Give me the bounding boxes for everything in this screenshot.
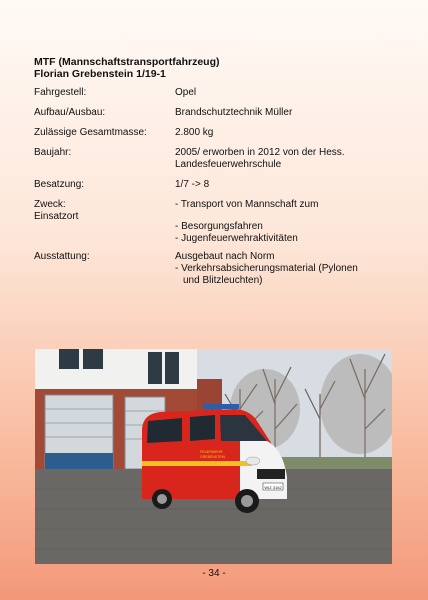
vehicle-photo [35,349,392,564]
label-fahrgestell: Fahrgestell: [34,87,87,98]
label-zweck-line-1: Zweck: [34,199,66,210]
door-text-2: GREBENSTEIN [200,455,226,459]
ausstattung-line-2: - Verkehrsabsicherungsmaterial (Pylonen [175,263,358,274]
ausstattung-line-1: Ausgebaut nach Norm [175,251,275,262]
label-aufbau: Aufbau/Ausbau: [34,107,106,118]
label-besatzung: Besatzung: [34,179,85,190]
value-zweck [175,199,400,245]
title-line-2: Florian Grebenstein 1/19-1 [34,68,166,80]
ausstattung-line-3: und Blitzleuchten) [183,275,263,286]
label-masse: Zulässige Gesamtmasse: [34,127,147,138]
page-number: - 34 - [202,568,226,579]
value-ausstattung [175,251,400,287]
label-baujahr: Baujahr: [34,147,72,158]
label-zweck [34,199,174,223]
value-aufbau: Brandschutztechnik Müller [175,107,293,118]
zweck-item-2: - Besorgungsfahren [175,221,263,232]
value-besatzung: 1/7 -> 8 [175,179,210,190]
value-baujahr-line-1: 2005/ erworben in 2012 von der Hess. [175,147,345,158]
zweck-item-3: - Jugenfeuerwehraktivitäten [175,233,298,244]
label-zweck-line-2: Einsatzort [34,211,79,222]
vehicle-title [34,56,220,80]
value-baujahr-line-2: Landesfeuerwehrschule [175,159,282,170]
license-plate: WIZ 3162 [264,485,282,490]
zweck-item-1: - Transport von Mannschaft zum [175,199,319,210]
door-text-1: FEUERWEHR [200,450,223,454]
value-baujahr [175,147,400,171]
label-ausstattung: Ausstattung: [34,251,90,262]
value-masse: 2.800 kg [175,127,214,138]
title-line-1: MTF (Mannschaftstransportfahrzeug) [34,56,220,68]
value-fahrgestell: Opel [175,87,197,98]
